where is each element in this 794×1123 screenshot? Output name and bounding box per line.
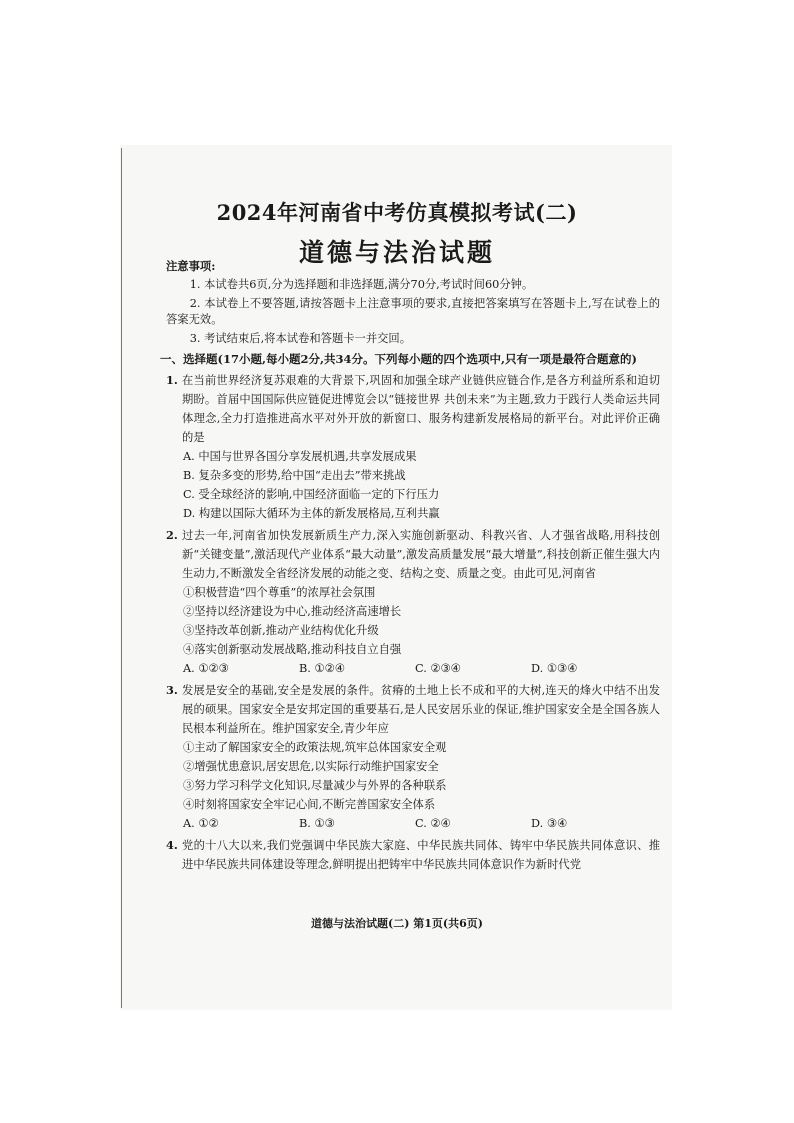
question-2 [166, 526, 660, 678]
answer-choices [166, 814, 660, 833]
notice-item: 2. 本试卷上不要答题,请按答题卡上注意事项的要求,直接把答案填写在答题卡上,写在试卷上的答案无效。 [166, 297, 660, 326]
question-1 [166, 371, 660, 523]
statement: ④落实创新驱动发展战略,推动科技自立自强 [183, 643, 402, 656]
choice-c: C. ②④ [415, 817, 451, 830]
choice-b: B. ①③ [299, 817, 335, 830]
question-stem: 过去一年,河南省加快发展新质生产力,深入实施创新驱动、科教兴省、人才强省战略,用科技创新“关键变量”,激活现代产业体系“最大动量”,激发高质量发展“最大增量”,科技创新正催生强大内生动力,不断激发全省经济发展的动能之变、结构之变、质量之变。由此可见,河南省 [182, 529, 660, 580]
choice-a: A. ①②③ [183, 662, 229, 675]
statement: ①主动了解国家安全的政策法规,筑牢总体国家安全观 [183, 741, 447, 754]
exam-title: 2024年河南省中考仿真模拟考试(二) [216, 200, 578, 225]
choice-c: C. ②③④ [415, 662, 461, 675]
choice-d: D. ③④ [531, 817, 568, 830]
statement: ③坚持改革创新,推动产业结构优化升级 [183, 624, 379, 637]
choice-d: D. ①③④ [531, 662, 578, 675]
notice-heading: 注意事项: [166, 259, 216, 273]
statement: ④时刻将国家安全牢记心间,不断完善国家安全体系 [183, 798, 436, 811]
question-number: 3. [166, 683, 178, 697]
answer-choices [166, 659, 660, 678]
question-4 [166, 836, 660, 874]
statement: ①积极营造“四个尊重”的浓厚社会氛围 [183, 586, 376, 599]
question-stem: 党的十八大以来,我们党强调中华民族大家庭、中华民族共同体、铸牢中华民族共同体意识、推进中华民族共同体建设等理念,鲜明提出把铸牢中华民族共同体意识作为新时代党 [182, 839, 660, 871]
statement: ③努力学习科学文化知识,尽量减少与外界的各种联系 [183, 779, 447, 792]
section-heading: 一、选择题(17小题,每小题2分,共34分。下列每小题的四个选项中,只有一项是最符合题意的) [160, 352, 637, 366]
question-stem: 在当前世界经济复苏艰难的大背景下,巩固和加强全球产业链供应链合作,是各方利益所系和迫切期盼。首届中国国际供应链促进博览会以“链接世界 共创未来”为主题,致力于践行人类命运共同体理念,全力打造推进高水平对外开放的新窗口、服务构建新发展格局的新平台。对此评价正确的是 [182, 374, 660, 444]
statement: ②增强忧患意识,居安思危,以实际行动维护国家安全 [183, 760, 439, 773]
question-number: 2. [166, 528, 178, 542]
notice-item: 1. 本试卷共6页,分为选择题和非选择题,满分70分,考试时间60分钟。 [189, 278, 534, 291]
question-number: 4. [166, 838, 178, 852]
question-stem: 发展是安全的基础,安全是发展的条件。贫瘠的土地上长不成和平的大树,连天的烽火中结不出发展的硕果。国家安全是安邦定国的重要基石,是人民安居乐业的保证,维护国家安全是全国各族人民根本利益所在。维护国家安全,青少年应 [182, 684, 660, 735]
question-number: 1. [166, 373, 178, 387]
page-footer: 道德与法治试题(二) 第1页(共6页) [311, 917, 483, 930]
subject-title: 道德与法治试题 [298, 238, 495, 267]
option-c: C. 受全球经济的影响,中国经济面临一定的下行压力 [183, 488, 440, 501]
option-d: D. 构建以国际大循环为主体的新发展格局,互利共赢 [183, 507, 440, 520]
page-fold-line [121, 148, 122, 1008]
notice-item: 3. 考试结束后,将本试卷和答题卡一并交回。 [189, 332, 412, 345]
option-b: B. 复杂多变的形势,给中国“走出去”带来挑战 [183, 469, 406, 482]
question-3 [166, 681, 660, 833]
exam-content [160, 258, 660, 874]
choice-a: A. ①② [183, 817, 219, 830]
statement: ②坚持以经济建设为中心,推动经济高速增长 [183, 605, 402, 618]
option-a: A. 中国与世界各国分享发展机遇,共享发展成果 [183, 450, 417, 463]
choice-b: B. ①②④ [299, 662, 345, 675]
